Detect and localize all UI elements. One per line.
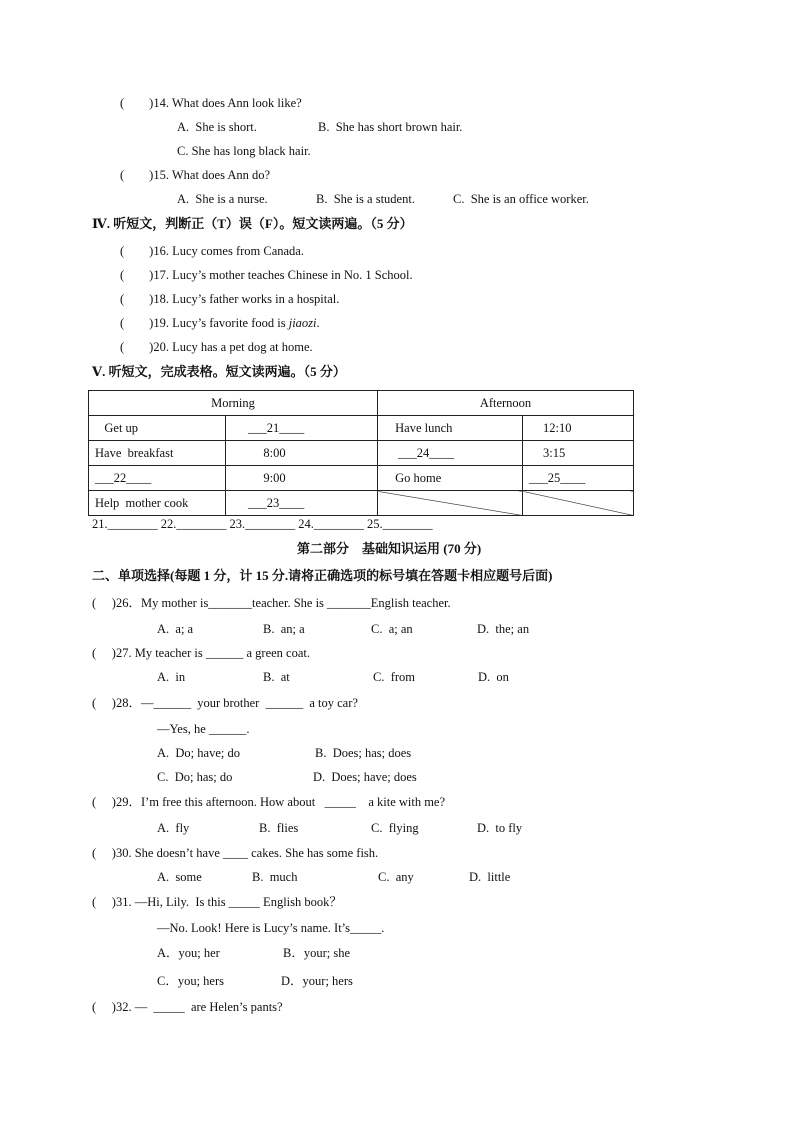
q30-option-d: D. little: [469, 870, 511, 884]
q30-option-a: A. some: [157, 870, 202, 884]
cell: 8:00: [226, 441, 378, 466]
q14-option-c: C. She has long black hair.: [177, 144, 311, 158]
cell[interactable]: ___25____: [523, 466, 634, 491]
question-32: ( )32. — _____ are Helen’s pants?: [92, 1000, 283, 1014]
question-27: ( )27. My teacher is ______ a green coat.: [92, 646, 310, 660]
q27-option-a: A. in: [157, 670, 186, 684]
section-5-title: Ⅴ. 听短文，完成表格。短文读两遍。（5 分）: [92, 364, 346, 379]
q31-option-c: C．you; hers: [157, 974, 225, 988]
header-morning: Morning: [89, 391, 378, 416]
table-row: [89, 491, 634, 516]
question-26: ( )26．My mother is_______teacher. She is _______English teacher.: [92, 596, 451, 610]
q29-option-b: B. flies: [259, 821, 299, 835]
question-28: ( )28．—______ your brother ______ a toy car?: [92, 696, 358, 710]
cell: Have breakfast: [89, 441, 226, 466]
table-header-row: [89, 391, 634, 416]
question-17: ( )17. Lucy’s mother teaches Chinese in No. 1 School.: [120, 268, 413, 282]
q28-option-b: B. Does; has; does: [315, 746, 412, 760]
cell[interactable]: ___22____: [89, 466, 226, 491]
q15-option-a: A. She is a nurse.: [177, 192, 268, 206]
question-16: ( )16. Lucy comes from Canada.: [120, 244, 304, 258]
q15-option-c: C. She is an office worker.: [453, 192, 589, 206]
question-14: ( )14. What does Ann look like?: [120, 96, 302, 110]
diagonal-cell: [523, 491, 634, 516]
q26-option-d: D. the; an: [477, 622, 530, 636]
question-20: ( )20. Lucy has a pet dog at home.: [120, 340, 313, 354]
q26-option-b: B. an; a: [263, 622, 305, 636]
schedule-table: [88, 390, 634, 516]
q19-italic-word: jiaozi: [288, 316, 317, 330]
cell: Go home: [378, 466, 523, 491]
q29-option-a: A. fly: [157, 821, 190, 835]
q15-option-b: B. She is a student.: [316, 192, 415, 206]
cell: Help mother cook: [89, 491, 226, 516]
section-4-title: Ⅳ. 听短文，判断正（T）误（F）。短文读两遍。（5 分）: [92, 216, 413, 231]
diagonal-cell: [378, 491, 523, 516]
cell: Get up: [89, 416, 226, 441]
q27-option-d: D. on: [478, 670, 509, 684]
cell: Have lunch: [378, 416, 523, 441]
q31-reply: —No. Look! Here is Lucy’s name. It’s_____.: [157, 921, 385, 935]
question-18: ( )18. Lucy’s father works in a hospital.: [120, 292, 340, 306]
q14-option-b: B. She has short brown hair.: [318, 120, 463, 134]
question-15: ( )15. What does Ann do?: [120, 168, 271, 182]
question-29: ( )29．I’m free this afternoon. How about _____ a kite with me?: [92, 795, 446, 809]
q31-option-b: B．your; she: [283, 946, 351, 960]
q19-end: .: [316, 316, 320, 330]
question-30: ( )30. She doesn’t have ____ cakes. She has some fish.: [92, 846, 379, 860]
q28-reply: —Yes, he ______.: [157, 722, 250, 736]
cell: 12:10: [523, 416, 634, 441]
question-31: ( )31. —Hi, Lily. Is this _____ English book？: [92, 895, 342, 909]
question-19: [120, 315, 320, 331]
cell[interactable]: ___24____: [378, 441, 523, 466]
q14-option-a: A. She is short.: [177, 120, 257, 134]
part-2-title: 第二部分 基础知识运用 (70 分): [297, 541, 482, 556]
cell: 9:00: [226, 466, 378, 491]
cell: 3:15: [523, 441, 634, 466]
table-row: [89, 466, 634, 491]
q27-option-b: B. at: [263, 670, 290, 684]
q26-option-c: C. a; an: [371, 622, 413, 636]
q31-option-a: A．you; her: [157, 946, 220, 960]
table-row: [89, 441, 634, 466]
answer-line: 21.________ 22.________ 23.________ 24.________ 25.________: [92, 517, 433, 531]
table-row: [89, 416, 634, 441]
q28-option-a: A. Do; have; do: [157, 746, 240, 760]
q29-option-c: C. flying: [371, 821, 419, 835]
cell[interactable]: ___23____: [226, 491, 378, 516]
q27-option-c: C. from: [373, 670, 416, 684]
q29-option-d: D. to fly: [477, 821, 523, 835]
q30-option-b: B. much: [252, 870, 298, 884]
q19-text: ( )19. Lucy’s favorite food is: [120, 316, 289, 330]
q26-option-a: A. a; a: [157, 622, 194, 636]
q28-option-d: D. Does; have; does: [313, 770, 417, 784]
q28-option-c: C. Do; has; do: [157, 770, 233, 784]
q30-option-c: C. any: [378, 870, 414, 884]
mc-section-title: 二、单项选择(每题 1 分，计 15 分.请将正确选项的标号填在答题卡相应题号后面): [92, 568, 553, 583]
header-afternoon: Afternoon: [378, 391, 634, 416]
cell[interactable]: ___21____: [226, 416, 378, 441]
q31-option-d: D．your; hers: [281, 974, 353, 988]
